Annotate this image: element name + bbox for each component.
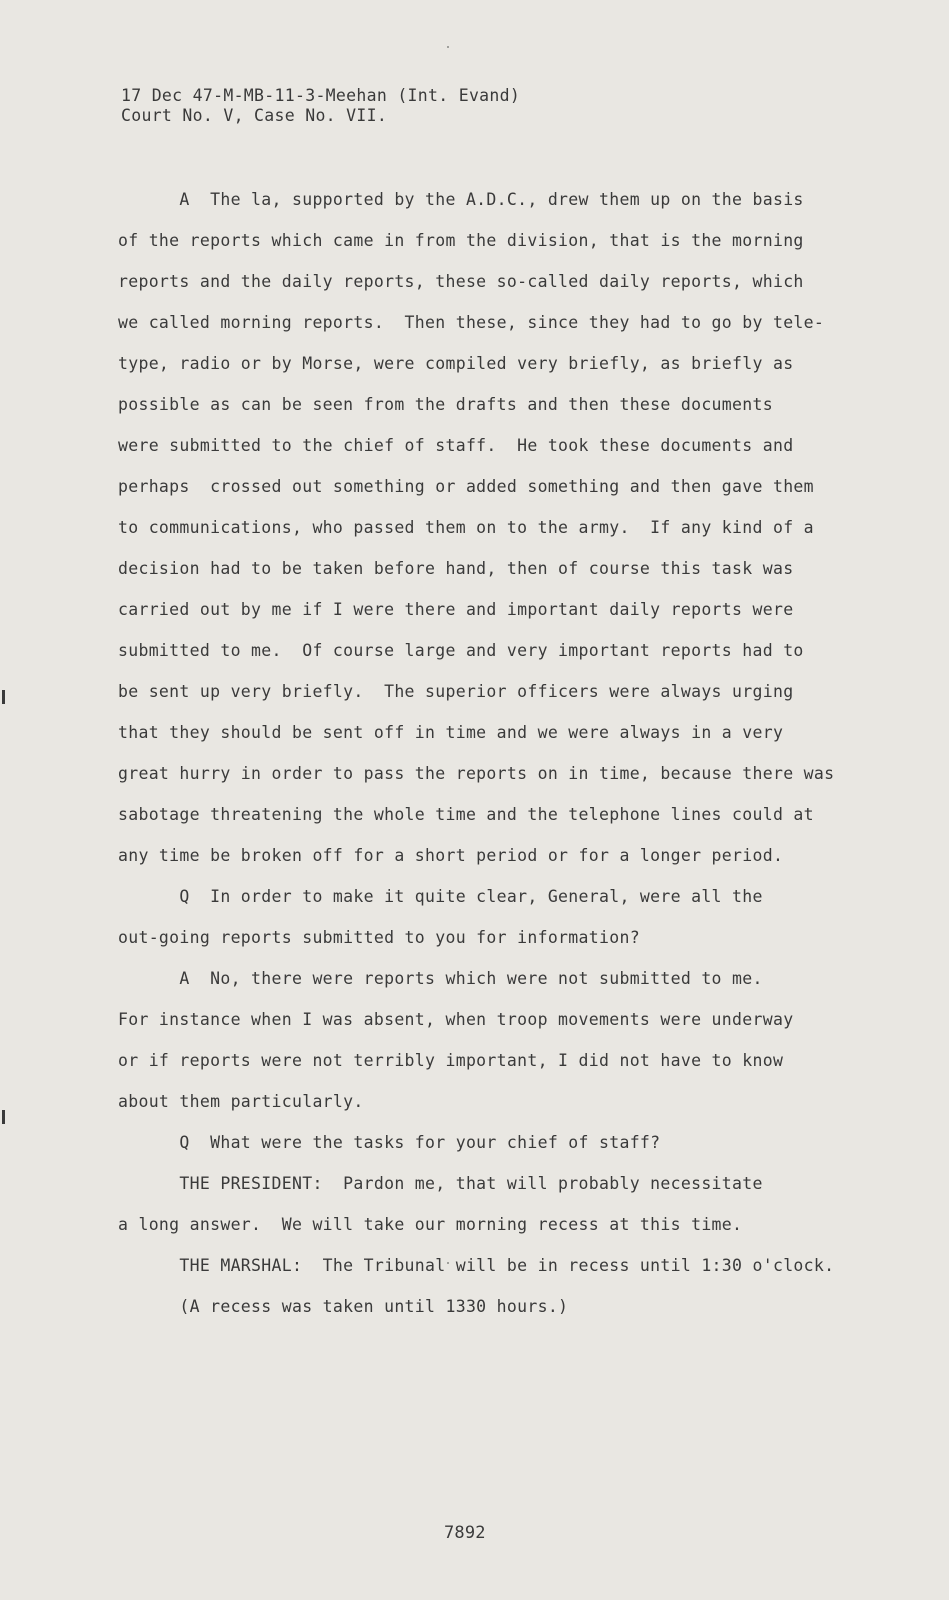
transcript-line: any time be broken off for a short period or for a longer period. [118, 846, 784, 865]
transcript-line: were submitted to the chief of staff. He took these documents and [118, 436, 794, 455]
fold-mark [447, 46, 449, 48]
transcript-line: a long answer. We will take our morning recess at this time. [118, 1215, 743, 1234]
transcript-line: carried out by me if I were there and important daily reports were [118, 600, 794, 619]
transcript-line: we called morning reports. Then these, since they had to go by tele- [118, 313, 825, 332]
transcript-line: Q What were the tasks for your chief of staff? [118, 1133, 661, 1152]
transcript-line: to communications, who passed them on to the army. If any kind of a [118, 518, 814, 537]
transcript-line: great hurry in order to pass the reports on in time, because there was [118, 764, 835, 783]
transcript-line: out-going reports submitted to you for information? [118, 928, 640, 947]
transcript-line: be sent up very briefly. The superior officers were always urging [118, 682, 794, 701]
transcript-line: Q In order to make it quite clear, General, were all the [118, 887, 763, 906]
page-number: 7892 [444, 1523, 486, 1543]
transcript-line: For instance when I was absent, when troop movements were underway [118, 1010, 794, 1029]
transcript-line: that they should be sent off in time and we were always in a very [118, 723, 784, 742]
transcript-line: THE PRESIDENT: Pardon me, that will probably necessitate [118, 1174, 763, 1193]
document-header-line-1: 17 Dec 47-M-MB-11-3-Meehan (Int. Evand) [121, 86, 521, 105]
transcript-line: about them particularly. [118, 1092, 364, 1111]
transcript-line: A No, there were reports which were not submitted to me. [118, 969, 763, 988]
transcript-line: type, radio or by Morse, were compiled very briefly, as briefly as [118, 354, 794, 373]
transcript-line: perhaps crossed out something or added something and then gave them [118, 477, 814, 496]
transcript-line: THE MARSHAL: The Tribunal will be in recess until 1:30 o'clock. [118, 1256, 835, 1275]
transcript-line: possible as can be seen from the drafts and then these documents [118, 395, 773, 414]
transcript-line: or if reports were not terribly important, I did not have to know [118, 1051, 784, 1070]
transcript-line: reports and the daily reports, these so-called daily reports, which [118, 272, 804, 291]
transcript-line: (A recess was taken until 1330 hours.) [118, 1297, 569, 1316]
transcript-line: A The la, supported by the A.D.C., drew them up on the basis [118, 190, 804, 209]
transcript-line: sabotage threatening the whole time and the telephone lines could at [118, 805, 814, 824]
transcript-line: decision had to be taken before hand, then of course this task was [118, 559, 794, 578]
transcript-line: submitted to me. Of course large and very important reports had to [118, 641, 804, 660]
binding-mark [2, 690, 5, 704]
binding-mark [2, 1110, 5, 1124]
transcript-line: of the reports which came in from the division, that is the morning [118, 231, 804, 250]
document-header-line-2: Court No. V, Case No. VII. [121, 106, 388, 125]
